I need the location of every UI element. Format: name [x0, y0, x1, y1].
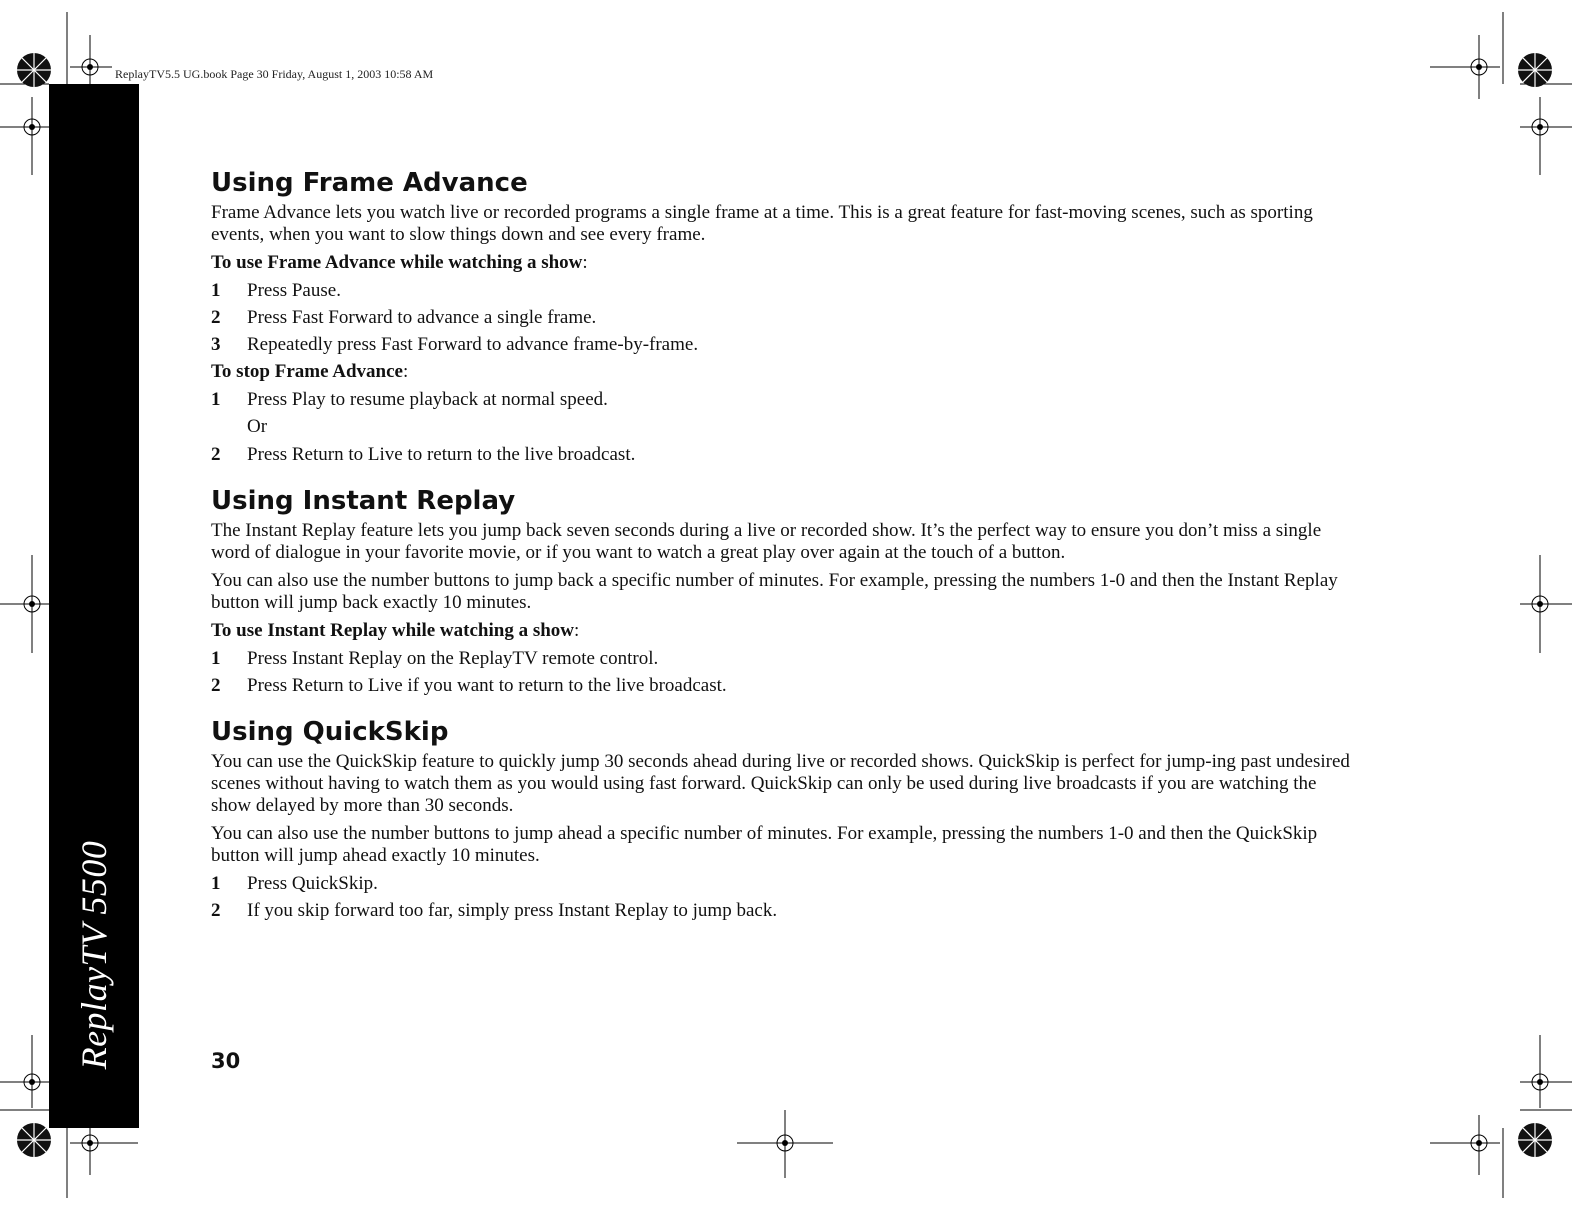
section-title-quickskip: Using QuickSkip	[211, 717, 449, 747]
list-item: 2 Press Fast Forward to advance a single frame.	[211, 307, 597, 328]
list-item: 2 Press Return to Live if you want to return to the live broadcast.	[211, 675, 727, 696]
sidebar-product-title: ReplayTV 5500	[74, 840, 114, 1070]
section-title-frame-advance: Using Frame Advance	[211, 168, 528, 198]
quickskip-para-2: You can also use the number buttons to jump ahead a specific number of minutes. For example, pressing the numbers 1-0 and then the QuickSkip button will jump ahead exactly 10 minutes.	[211, 823, 1318, 866]
list-item: 1 Press Pause.	[211, 280, 341, 301]
list-item: 3 Repeatedly press Fast Forward to advance frame-by-frame.	[211, 334, 699, 355]
list-item: 1 Press Play to resume playback at normal speed.	[211, 389, 608, 410]
procedure-heading: To use Instant Replay while watching a show:	[211, 620, 580, 641]
frame-advance-intro: Frame Advance lets you watch live or recorded programs a single frame at a time. This is a great feature for fast-moving scenes, such as sporting events, when you want to slow things down and see every frame.	[211, 202, 1313, 245]
section-title-instant-replay: Using Instant Replay	[211, 486, 516, 516]
quickskip-para-1: You can use the QuickSkip feature to quickly jump 30 seconds ahead during live or recorded shows. QuickSkip is perfect for jump-ing past undesired scenes without having to watch them as you would using fast forward. QuickSkip can only be used during live broadcasts if you are watching the show delayed by more than 30 seconds.	[211, 751, 1350, 816]
or-separator: Or	[247, 416, 268, 437]
list-item: 1 Press QuickSkip.	[211, 873, 378, 894]
instant-replay-para-1: The Instant Replay feature lets you jump back seven seconds during a live or recorded show. It’s the perfect way to ensure you don’t miss a single word of dialogue in your favorite movie, or if you want to watch a great play over again at the touch of a button.	[211, 520, 1322, 563]
procedure-heading: To stop Frame Advance:	[211, 361, 409, 382]
instant-replay-para-2: You can also use the number buttons to jump back a specific number of minutes. For example, pressing the numbers 1-0 and then the Instant Replay button will jump back exactly 10 minutes.	[211, 570, 1338, 613]
print-header: ReplayTV5.5 UG.book Page 30 Friday, August 1, 2003 10:58 AM	[115, 67, 434, 81]
list-item: 1 Press Instant Replay on the ReplayTV remote control.	[211, 648, 659, 669]
list-item: 2 If you skip forward too far, simply press Instant Replay to jump back.	[211, 900, 778, 921]
page-number: 30	[211, 1049, 241, 1073]
page-content	[211, 164, 1361, 927]
procedure-heading: To use Frame Advance while watching a show:	[211, 252, 588, 273]
list-item: 2 Press Return to Live to return to the live broadcast.	[211, 444, 636, 465]
